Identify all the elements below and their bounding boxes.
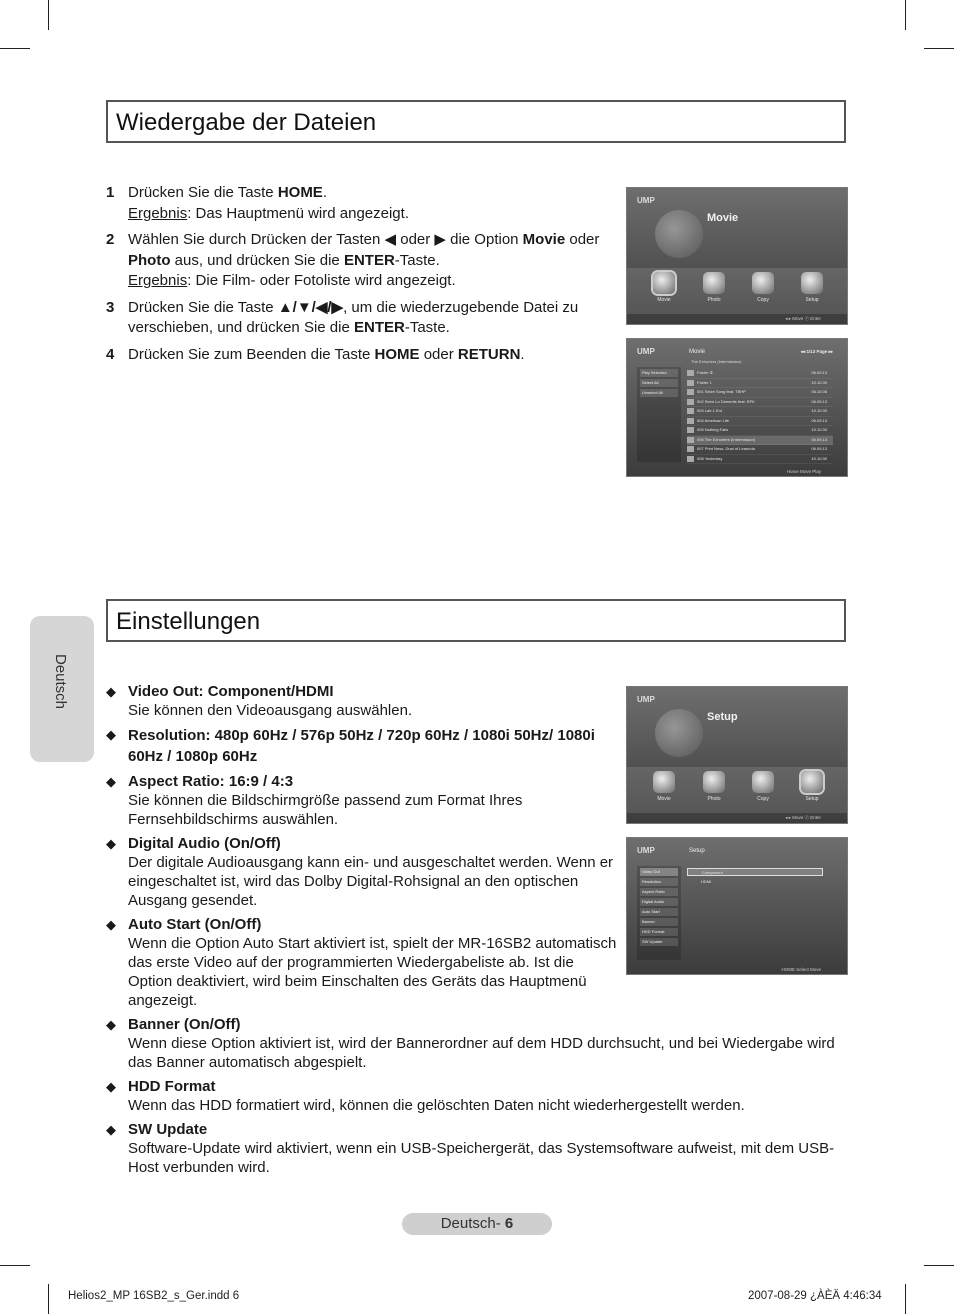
setup-header: Setup (689, 848, 705, 854)
menu-icon-setup (797, 272, 827, 303)
folder-icon (687, 380, 694, 386)
setup-menu-item: Video Out (640, 868, 678, 876)
setting-item (106, 1015, 851, 1072)
step-text: Drücken Sie die Taste (128, 298, 278, 316)
crop-mark (48, 1284, 49, 1314)
film-icon (687, 399, 694, 405)
film-icon (687, 456, 694, 462)
list-row (687, 455, 833, 465)
ump-logo: UMP (637, 196, 655, 205)
step-text: -Taste. (404, 319, 450, 336)
setting-text: Software-Update wird aktiviert, wenn ein USB-Speichergerät, das Systemsoftware aufweist, mit dem USB-Host verbunden wird. (128, 1140, 835, 1176)
crop-mark (905, 0, 906, 30)
list-side-panel (637, 367, 681, 462)
side-menu-item: Select All (640, 379, 678, 387)
step-text: oder (419, 345, 458, 363)
result-label: Ergebnis (128, 204, 188, 222)
menu-label: Copy (757, 297, 769, 303)
crop-mark (0, 1265, 30, 1266)
film-icon (687, 408, 694, 414)
menu-icon-photo (699, 771, 729, 802)
setting-item (106, 1077, 851, 1115)
diamond-icon: ◆ (106, 684, 116, 699)
row-date: 10.10.30 (811, 455, 827, 461)
list-row (687, 445, 833, 455)
setting-head: HDD Format (128, 1078, 216, 1095)
setup-option-selected: Component (687, 868, 823, 876)
row-date: 10.10.30 (811, 427, 827, 432)
step-text: oder (565, 231, 600, 248)
step-number: 2 (106, 231, 115, 248)
setting-text: Der digitale Audioausgang kann ein- und ausgeschaltet werden. Wenn er eingeschaltet ist, wird das Dolby Digital-Rohsignal an den optischen Ausgang gesendet. (128, 854, 614, 909)
film-icon (687, 389, 694, 395)
row-date: 06.09.13 (811, 417, 827, 423)
screenshot-setup-screen (626, 837, 848, 975)
setting-item (106, 834, 618, 910)
folder-icon (687, 370, 694, 376)
option-movie: Movie (522, 231, 566, 248)
step-2 (106, 230, 616, 292)
menu-label: Photo (707, 297, 721, 303)
setup-menu-item: SW Update (640, 938, 678, 946)
menu-icon-setup (797, 771, 827, 802)
diamond-icon: ◆ (106, 1079, 116, 1094)
photo-icon (703, 771, 725, 793)
film-reel-icon (653, 771, 675, 793)
screenshot-main-menu-movie (626, 187, 848, 325)
menu-icon-photo (699, 272, 729, 303)
setup-option: HDMI (701, 879, 712, 884)
menu-label: Setup (805, 796, 819, 802)
crop-mark (924, 1265, 954, 1266)
setting-head: Aspect Ratio: 16:9 / 4:3 (128, 773, 294, 790)
row-name: 004 American Life (697, 417, 730, 423)
key-enter: ENTER (353, 319, 405, 336)
setting-head: Auto Start (On/Off) (128, 916, 262, 933)
film-reel-icon (653, 272, 675, 294)
film-icon (687, 427, 694, 433)
section-title-playback: Wiedergabe der Dateien (106, 100, 846, 143)
menu-icon-copy (748, 771, 778, 802)
setting-head: Resolution: 480p 60Hz / 576p 50Hz / 720p 60Hz / 1080i 50Hz/ 1080i 60Hz / 1080p 60Hz (128, 727, 595, 765)
menu-title: Movie (707, 212, 739, 224)
list-row (687, 417, 833, 427)
setup-menu-item: Banner (640, 918, 678, 926)
list-row (687, 379, 833, 389)
photo-icon (703, 272, 725, 294)
menu-title: Setup (707, 711, 738, 723)
diamond-icon: ◆ (106, 774, 116, 789)
gear-icon (655, 709, 703, 757)
diamond-icon: ◆ (106, 1017, 116, 1032)
key-return: RETURN (457, 345, 521, 363)
film-icon (687, 437, 694, 443)
menu-label: Setup (805, 297, 819, 303)
row-name: 008 Yesterday (697, 455, 723, 461)
step-4 (106, 345, 616, 366)
step-text: , um die wiederzugebende Datei zu verschieben, und drücken Sie die (128, 298, 579, 336)
menu-hint: ◂ ▸ Move ⓔ Enter (785, 815, 821, 820)
film-reel-icon (655, 210, 703, 258)
setting-head: Banner (On/Off) (128, 1016, 241, 1033)
setup-side-panel (637, 866, 681, 960)
setup-menu-item: Auto Start (640, 908, 678, 916)
result-label: Ergebnis (128, 272, 188, 289)
steps-list (106, 183, 616, 371)
row-name: Folder ⑤ (697, 370, 714, 375)
setup-menu-item: Digital Audio (640, 898, 678, 906)
list-row (687, 369, 833, 379)
step-number: 4 (106, 345, 115, 363)
menu-icon-movie (649, 272, 679, 303)
menu-hint: ◂ ▸ Move ⓔ Enter (785, 316, 821, 321)
row-name: Folder 1 (697, 379, 712, 385)
list-row-selected (687, 436, 833, 446)
page-label: Deutsch- (440, 1215, 505, 1232)
print-slug-date: 2007-08-29 ¿ÀÈÄ 4:46:34 (748, 1290, 882, 1302)
ump-logo: UMP (637, 846, 655, 855)
arrow-keys: ▲/▼/◀/▶ (277, 298, 344, 316)
menu-icon-movie (649, 771, 679, 802)
crop-mark (48, 0, 49, 30)
page-number-pill (402, 1213, 552, 1235)
list-row (687, 407, 833, 417)
diamond-icon: ◆ (106, 917, 116, 932)
list-row (687, 426, 833, 436)
list-row (687, 388, 833, 398)
setup-menu-item: Resolution (640, 878, 678, 886)
step-text: Wählen Sie durch Drücken der Tasten ◀ oder ▶ die Option (128, 231, 523, 248)
copy-icon (752, 272, 774, 294)
list-header: Movie (689, 349, 706, 355)
screenshot-movie-list (626, 338, 848, 477)
page-number: 6 (504, 1215, 514, 1232)
crop-mark (905, 1284, 906, 1314)
setting-item (106, 772, 618, 829)
list-hint: Home Move Play (786, 469, 821, 474)
copy-icon (752, 771, 774, 793)
result-text: : Die Film- oder Fotoliste wird angezeigt. (187, 272, 456, 289)
step-text: . (520, 345, 525, 363)
setting-text: Sie können die Bildschirmgröße passend zum Format Ihres Fernsehbildschirms auswählen. (128, 792, 523, 828)
language-side-tab (30, 616, 94, 762)
film-icon (687, 446, 694, 452)
setting-text: Wenn das HDD formatiert wird, können die gelöschten Daten nicht wiederhergestellt werden. (128, 1097, 745, 1114)
key-home: HOME (277, 184, 323, 201)
row-name: 007 Print Ness, Dust of Leanrola (697, 446, 755, 451)
step-text: aus, und drücken Sie die (170, 251, 344, 269)
row-name: 001 Seize Song feat. TBHP (697, 389, 746, 394)
crop-mark (924, 48, 954, 49)
step-text: Drücken Sie die Taste (128, 184, 278, 201)
screenshot-main-menu-setup (626, 686, 848, 824)
film-icon (687, 418, 694, 424)
diamond-icon: ◆ (106, 1122, 116, 1137)
setting-item (106, 682, 618, 720)
setting-head: SW Update (128, 1121, 208, 1138)
step-text: . (322, 184, 327, 201)
ump-logo: UMP (637, 695, 655, 704)
row-name: 003 Lab 1 Ent (697, 408, 722, 413)
setting-item (106, 915, 618, 1010)
crop-mark (0, 48, 30, 49)
setting-text: Sie können den Videoausgang auswählen. (128, 702, 413, 719)
setting-head: Video Out: Component/HDMI (128, 683, 334, 700)
row-name: 002 Seen Lo Demerits feat. EPK (697, 398, 755, 404)
setting-item (106, 1120, 851, 1177)
menu-label: Movie (657, 796, 671, 802)
option-photo: Photo (128, 251, 171, 269)
setup-menu-item: Aspect Ratio (640, 888, 678, 896)
list-pager: ◂◂ 1/13 Page ▸▸ (800, 349, 833, 354)
menu-label: Photo (707, 796, 721, 802)
menu-label: Movie (657, 297, 671, 303)
side-tab-label: Deutsch (52, 654, 69, 710)
setup-hint: HOME Select Move (781, 967, 821, 972)
gear-icon (801, 771, 823, 793)
side-menu-item: Unselect All (640, 389, 678, 397)
ump-logo: UMP (637, 347, 655, 356)
row-date: 06.09.13 (811, 398, 827, 404)
row-date: 10.10.30 (811, 408, 827, 413)
list-row (687, 398, 833, 408)
setting-text: Wenn diese Option aktiviert ist, wird der Bannerordner auf dem HDD durchsucht, und bei Wiedergabe wird das Banner automatisch abgespielt. (128, 1035, 835, 1071)
row-date: 06.09.13 (811, 370, 827, 375)
print-slug-file: Helios2_MP 16SB2_s_Ger.indd 6 (68, 1290, 240, 1302)
result-text: : Das Hauptmenü wird angezeigt. (187, 204, 409, 222)
row-name: 005 Nothing Fails (697, 427, 729, 432)
row-date: 10.10.30 (811, 379, 827, 385)
setting-text: Wenn die Option Auto Start aktiviert ist, spielt der MR-16SB2 automatisch das erste Video auf der programmierten Wiedergabeliste ab. Ist die Option deaktiviert, wird beim Einschalten des Geräts das Hauptmenü angezeigt. (128, 935, 617, 1009)
side-menu-item: Play Selected (640, 369, 678, 377)
row-name: 006 The Exhorters (Intermission) (697, 436, 756, 442)
step-3 (106, 298, 616, 339)
step-number: 1 (106, 184, 115, 201)
setting-item (106, 725, 618, 767)
list-subtitle: The Exhorters (Intermission) (691, 359, 742, 364)
row-date: 06.09.13 (811, 446, 827, 451)
key-home: HOME (374, 345, 420, 363)
row-date: 06.09.13 (811, 436, 827, 442)
gear-icon (801, 272, 823, 294)
menu-icon-copy (748, 272, 778, 303)
key-enter: ENTER (343, 251, 395, 269)
section-title-settings: Einstellungen (106, 599, 846, 642)
row-date: 06.10.06 (811, 389, 827, 394)
file-list (687, 369, 833, 462)
step-1 (106, 183, 616, 224)
step-number: 3 (106, 298, 115, 316)
step-text: -Taste. (394, 251, 440, 269)
menu-label: Copy (757, 796, 769, 802)
step-text: Drücken Sie zum Beenden die Taste (128, 345, 375, 363)
diamond-icon: ◆ (106, 836, 116, 851)
setting-head: Digital Audio (On/Off) (128, 835, 281, 852)
diamond-icon: ◆ (106, 727, 116, 742)
setup-menu-item: HDD Format (640, 928, 678, 936)
